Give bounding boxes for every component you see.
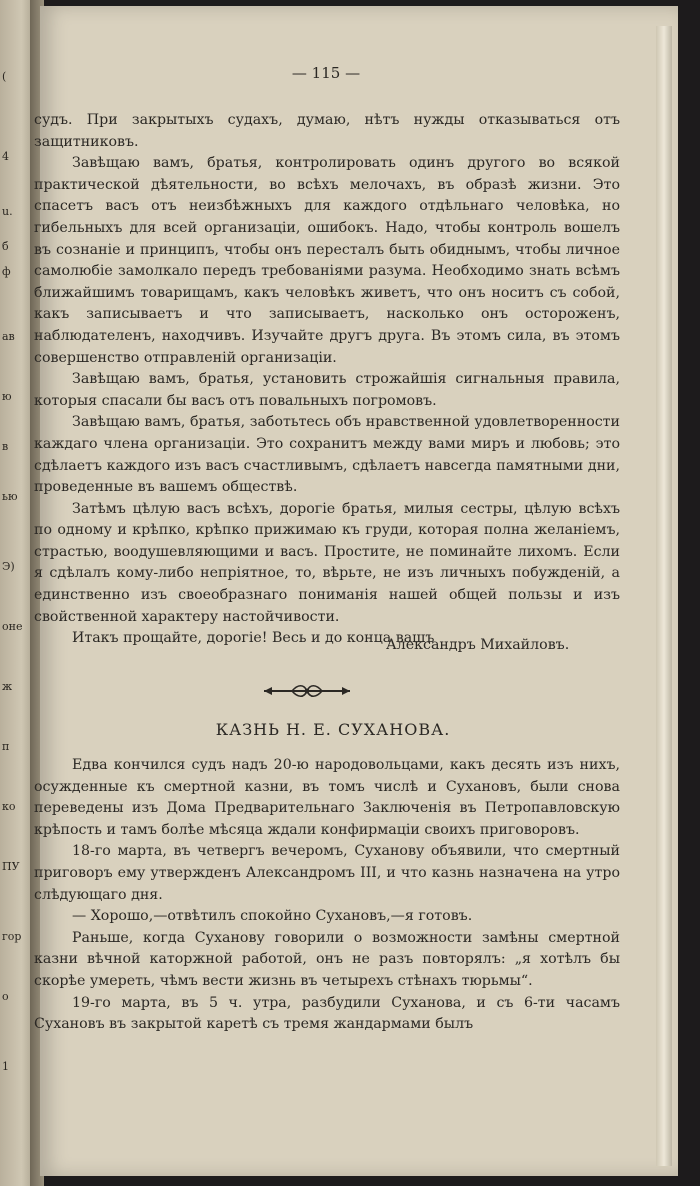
left-page-fragment: ж — [2, 680, 13, 693]
ornament-divider-icon — [262, 684, 352, 698]
left-page-fragment: оне — [2, 620, 23, 633]
left-page-fragment: 1 — [2, 1060, 9, 1073]
section-paragraph: Едва кончился судъ надъ 20-ю народовольцами, какъ десять изъ нихъ, осужденные къ смертной казни, въ томъ числѣ и Сухановъ, были снова переведены изъ Дома Предварительнаго Заключенія въ Петропавловскую крѣпость и тамъ болѣе мѣсяца ждали конфирмаціи своихъ приговоровъ. — [34, 757, 620, 838]
left-page-fragment: ю — [2, 390, 12, 403]
left-page-fragment: в — [2, 440, 9, 453]
page-number: — 115 — — [291, 64, 361, 82]
left-page-fragment: ав — [2, 330, 15, 343]
left-page-fragment: ко — [2, 800, 16, 813]
section-paragraph: 19-го марта, въ 5 ч. утра, разбудили Суханова, и съ 6-ти часамъ Сухановъ въ закрытой каретѣ съ тремя жандармами былъ — [34, 994, 620, 1033]
left-page-fragment: о — [2, 990, 9, 1003]
section-paragraph: — Хорошо,—отвѣтилъ спокойно Сухановъ,—я готовъ. — [72, 908, 473, 925]
left-page-fragment: п — [2, 740, 10, 753]
letter-paragraph: Затѣмъ цѣлую васъ всѣхъ, дорогіе братья, милыя сестры, цѣлую всѣхъ по одному и крѣпко, крѣпко прижимаю къ груди, которая полна желаніемъ, страстью, воодушевляющими и васъ. Простите, не поминайте лихомъ. Если я сдѣлалъ кому-либо непріятное, то, вѣрьте, не изъ личныхъ побужденій, а единственно изъ своеобразнаго пониманія нашей общей пользы и изъ свойственной характеру настойчивости. — [34, 500, 620, 625]
signature: Александръ Михайловъ. — [386, 637, 570, 653]
left-page-fragment: 4 — [2, 150, 9, 163]
left-page-fragment: u. — [2, 205, 13, 218]
letter-paragraph: Завѣщаю вамъ, братья, контролировать одинъ другого во всякой практической дѣятельности, во всѣхъ мелочахъ, въ образѣ жизни. Это спасетъ васъ отъ неизбѣжныхъ для каждого отдѣльнаго человѣка, но гибельныхъ для всей организаціи, ошибокъ. Надо, чтобы контроль вошелъ въ сознаніе и принципъ, чтобы онъ пересталъ быть обиднымъ, чтобы личное самолюбіе замолкало передъ требованіями разума. Необходимо знать всѣмъ ближайшимъ товарищамъ, какъ человѣкъ живетъ, что онъ носитъ съ собой, какъ записываетъ и что записываетъ, насколько онъ остороженъ, наблюдателенъ, находчивъ. Изучайте другъ друга. Въ этомъ сила, въ этомъ совершенство отправленій организаціи. — [34, 155, 620, 366]
section-text — [34, 755, 620, 1036]
letter-paragraph: судъ. При закрытыхъ судахъ, думаю, нѣтъ нужды отказываться отъ защитниковъ. — [34, 112, 620, 150]
page-edge — [656, 26, 672, 1166]
letter-paragraph: Завѣщаю вамъ, братья, заботьтесь объ нравственной удовлетворенности каждаго члена организаціи. Это сохранитъ между вами миръ и любовь; это сдѣлаетъ каждого изъ васъ счастливымъ, сдѣлаетъ навсегда памятными дни, проведенные въ вашемъ обществѣ. — [34, 414, 620, 496]
letter-paragraph: Завѣщаю вамъ, братья, установить строжайшія сигнальныя правила, которыя спасали бы васъ отъ повальныхъ погромовъ. — [34, 371, 620, 409]
section-paragraph: Раньше, когда Суханову говорили о возможности замѣны смертной казни вѣчной каторжной работой, онъ не разъ повторялъ: „я хотѣлъ бы скорѣе умереть, чѣмъ вести жизнь въ четырехъ стѣнахъ тюрьмы“. — [34, 929, 620, 989]
section-paragraph: 18-го марта, въ четвергъ вечеромъ, Суханову объявили, что смертный приговоръ ему утвержденъ Александромъ III, и что казнь назначена на утро слѣдующаго дня. — [34, 843, 620, 903]
letter-paragraph: Итакъ прощайте, дорогіе! Весь и до конца вашъ — [72, 630, 435, 647]
book-page — [34, 6, 678, 1176]
left-page-fragment: ПУ — [2, 860, 20, 873]
letter-text — [34, 110, 620, 650]
left-page-fragment: гор — [2, 930, 22, 943]
section-title: КАЗНЬ Н. Е. СУХАНОВА. — [215, 720, 451, 739]
left-page-fragment: ф — [2, 265, 11, 278]
left-page-fragment: ( — [2, 70, 7, 83]
left-page-fragment: ью — [2, 490, 18, 503]
left-page-fragment: б — [2, 240, 9, 253]
left-page-fragment: Э) — [2, 560, 15, 573]
